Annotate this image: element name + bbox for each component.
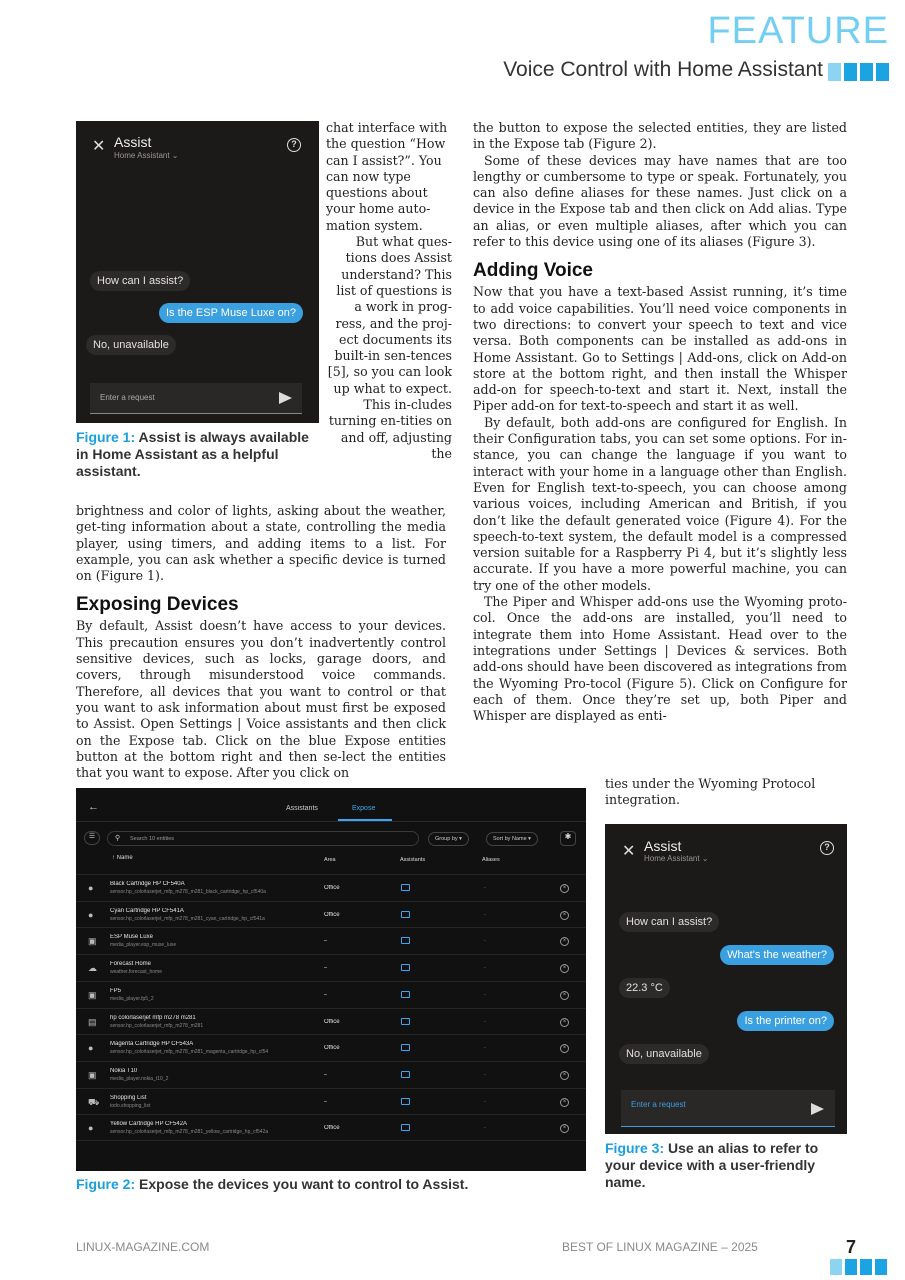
page-number: 7 bbox=[846, 1237, 857, 1257]
unexpose-close-icon[interactable]: × bbox=[560, 1071, 569, 1080]
assistant-message: 22.3 °C bbox=[619, 978, 670, 998]
header-bars bbox=[828, 63, 889, 81]
entity-name: Nokia T10 bbox=[110, 1067, 138, 1074]
unexpose-close-icon[interactable]: × bbox=[560, 937, 569, 946]
aliases-empty: - bbox=[484, 1098, 486, 1105]
assistant-chat-icon[interactable] bbox=[401, 884, 410, 891]
entity-name: Black Cartridge HP CF540A bbox=[110, 881, 185, 887]
assistant-message: How can I assist? bbox=[90, 271, 190, 291]
assistant-chat-icon[interactable] bbox=[401, 991, 410, 998]
left-text-column: brightness and color of lights, asking about the weather, get-ting information about a state, controlling the media player, using timers, and adding items to a list. For example, you can ask whether a specific device is turned on (Figure 1). Exposing Devices By default, Assist doesn’t have access to your devices. This precaution ensures you don’t inadvertently control sensitive devices, such as locks, garage doors, and covers, through misunderstood voice commands. Therefore, all devices that you want to control or that you want to ask information about must first be exposed to Assist. Open Settings | Voice assistants and then click on the Expose tab. Click on the blue Expose entities button at the bottom right and then se-lect the entities that you want to expose. After you click on bbox=[76, 503, 446, 781]
entity-area: Office bbox=[324, 1125, 340, 1132]
footer-website: LINUX-MAGAZINE.COM bbox=[76, 1240, 210, 1254]
entity-icon: ● bbox=[88, 909, 94, 920]
unexpose-close-icon[interactable]: × bbox=[560, 1044, 569, 1053]
aliases-empty: - bbox=[484, 1125, 486, 1132]
table-row[interactable] bbox=[76, 1088, 586, 1115]
unexpose-close-icon[interactable]: × bbox=[560, 1098, 569, 1107]
entity-area: Office bbox=[324, 885, 340, 891]
assistant-message: How can I assist? bbox=[619, 912, 719, 932]
aliases-empty: - bbox=[484, 1018, 486, 1025]
entity-name: hp colorlaserjet mfp m278 m281 bbox=[110, 1014, 196, 1021]
table-row[interactable] bbox=[76, 1061, 586, 1088]
entity-id: sensor.hp_colorlaserjet_mfp_m278_m281_cyan_cartridge_hp_cf541a bbox=[110, 915, 265, 922]
table-row[interactable] bbox=[76, 981, 586, 1008]
search-input[interactable]: ⚲ Search 10 entities bbox=[107, 831, 419, 846]
sort-by-dropdown[interactable]: Sort by Name ▾ bbox=[486, 832, 538, 846]
assistant-chat-icon[interactable] bbox=[401, 911, 410, 918]
entity-id: weather.forecast_home bbox=[110, 969, 162, 976]
entity-icon: ▣ bbox=[88, 936, 97, 947]
figure-1-caption: Figure 1: Assist is always available in Home Assistant as a helpful assistant. bbox=[76, 429, 309, 479]
entity-icon: ▣ bbox=[88, 989, 97, 1000]
assistant-message: No, unavailable bbox=[86, 335, 176, 355]
narrow-text-column: chat interface with the question “How can I assist?”. You can now type questions about your home auto-mation system. But what ques-tions does Assist understand? This list of questions is a work in prog-ress, and the proj-ect documents its built-in sen-tences [5], so you can look up what to expect. This in-cludes turning en-tities on and off, adjusting the bbox=[326, 120, 452, 461]
table-row[interactable] bbox=[76, 874, 586, 901]
heading-exposing-devices: Exposing Devices bbox=[76, 594, 239, 616]
entity-icon: ● bbox=[88, 1123, 94, 1134]
user-message: Is the ESP Muse Luxe on? bbox=[159, 303, 303, 323]
unexpose-close-icon[interactable]: × bbox=[560, 884, 569, 893]
settings-gear-icon[interactable]: ✱ bbox=[560, 831, 576, 846]
entity-icon: ⛟ bbox=[88, 1096, 100, 1107]
close-icon[interactable]: ✕ bbox=[92, 138, 106, 155]
assistant-chat-icon[interactable] bbox=[401, 1071, 410, 1078]
entity-id: sensor.hp_colorlaserjet_mfp_m278_m281_yellow_cartridge_hp_cf542a bbox=[110, 1129, 269, 1136]
entity-name: Yellow Cartridge HP CF542A bbox=[110, 1121, 188, 1128]
section-title: FEATURE bbox=[707, 10, 889, 52]
figure-3-assist-panel bbox=[605, 824, 847, 1134]
table-row[interactable] bbox=[76, 927, 586, 954]
send-icon[interactable] bbox=[279, 392, 292, 404]
send-icon[interactable] bbox=[811, 1103, 824, 1115]
right-text-tail: ties under the Wyoming Protocol integration. bbox=[605, 776, 816, 808]
entity-icon: ● bbox=[88, 883, 94, 893]
filter-icon[interactable]: ☰ bbox=[84, 831, 100, 845]
help-icon[interactable]: ? bbox=[287, 138, 301, 152]
back-arrow-icon[interactable]: ← bbox=[88, 801, 99, 813]
entity-id: media_player.esp_muse_luxe bbox=[110, 942, 177, 949]
right-text-column: the button to expose the selected entities, they are listed in the Expose tab (Figure 2). Some of these devices may have names that are too lengthy or cumbersome to type or speak. Fortunately, you can also define aliases for these names. Just click on a device in the Expose tab and then click on Add alias. Type an alias, or even multiple aliases, after which you can refer to this device using one of its aliases (Figure 3). Adding Voice Now that you have a text-based Assist running, it’s time to add voice capabilities. You’ll need voice components in two directions: to convert your speech to text and vice versa. Both components can be installed as add-ons in Home Assistant. Go to Settings | Add-ons, click on Add-on store at the bottom right, and then install the Whisper add-on for speech-to-text and start it. Next, install the Piper add-on for text-to-speech and start it as well. By default, both add-ons are configured for English. In their Configuration tabs, you can set some options. For in-stance, you can change the language if you want to interact with your home in a language other than English. Even for English text-to-speech, you can choose among various voices, including American and British, if you don’t like the default generated voice (Figure 4). For the speech-to-text system, the default model is a compressed version suitable for a Raspberry Pi 4, but it’s slightly less accurate. If you have a more powerful machine, you can try one of the other models. The Piper and Whisper add-ons use the Wyoming proto-col. Once the add-ons are installed, you’ll need to integrate them into Home Assistant. Head over to the integrations under Settings | Devices & services. Both add-ons should have been discovered as integrations from the Wyoming Pro-tocol (Figure 5). Click on Configure for each of them. Once they’re set up, both Piper and Whisper are displayed as enti- bbox=[473, 120, 847, 724]
entity-area: – bbox=[324, 1071, 328, 1078]
close-icon[interactable]: ✕ bbox=[622, 843, 636, 860]
heading-adding-voice: Adding Voice bbox=[473, 260, 593, 282]
entity-id: todo.shopping_list bbox=[110, 1102, 151, 1109]
tab-expose[interactable]: Expose bbox=[352, 805, 376, 812]
group-by-dropdown[interactable]: Group by ▾ bbox=[428, 832, 469, 846]
entity-name: Shopping List bbox=[110, 1094, 147, 1101]
entity-area: – bbox=[324, 1098, 328, 1105]
entity-id: sensor.hp_colorlaserjet_mfp_m278_m281 bbox=[110, 1022, 204, 1029]
aliases-empty: - bbox=[484, 991, 486, 998]
aliases-empty: - bbox=[484, 965, 486, 972]
aliases-empty: - bbox=[484, 1045, 486, 1052]
entity-area: Office bbox=[324, 1018, 340, 1025]
assistant-chat-icon[interactable] bbox=[401, 1044, 410, 1051]
assistant-chat-icon[interactable] bbox=[401, 964, 410, 971]
entity-icon: ● bbox=[88, 1043, 94, 1054]
search-icon: ⚲ bbox=[115, 835, 121, 842]
figure-2-caption: Figure 2: Expose the devices you want to control to Assist. bbox=[76, 1176, 469, 1192]
table-row[interactable] bbox=[76, 954, 586, 981]
user-message: Is the printer on? bbox=[737, 1011, 834, 1031]
entity-area: Office bbox=[324, 1045, 340, 1052]
assistant-chat-icon[interactable] bbox=[401, 1098, 410, 1105]
entity-id: media_player.nokia_t10_2 bbox=[110, 1075, 169, 1082]
aliases-empty: - bbox=[484, 885, 486, 891]
column-header-area[interactable]: Area bbox=[324, 857, 336, 863]
entity-id: sensor.hp_colorlaserjet_mfp_m278_m281_magenta_cartridge_hp_cf54 bbox=[110, 1049, 269, 1056]
user-message: What's the weather? bbox=[720, 945, 834, 965]
column-header-assistants[interactable]: Assistants bbox=[400, 857, 426, 863]
article-title: Voice Control with Home Assistant bbox=[503, 58, 823, 81]
tab-assistants[interactable]: Assistants bbox=[286, 805, 318, 812]
request-input[interactable]: Enter a request bbox=[621, 1090, 835, 1127]
entity-icon: ▣ bbox=[88, 1069, 97, 1080]
entity-area: Office bbox=[324, 911, 340, 918]
table-row[interactable] bbox=[76, 1114, 586, 1141]
entity-name: ESP Muse Luxe bbox=[110, 934, 153, 941]
table-row[interactable] bbox=[76, 1008, 586, 1035]
entity-icon: ☁ bbox=[88, 963, 97, 974]
column-header-name[interactable]: ↑ Name bbox=[112, 855, 133, 861]
entity-icon: ▤ bbox=[88, 1016, 97, 1027]
assistant-message: No, unavailable bbox=[619, 1044, 709, 1064]
entity-name: Forecast Home bbox=[110, 961, 152, 968]
unexpose-close-icon[interactable]: × bbox=[560, 964, 569, 973]
aliases-empty: - bbox=[484, 911, 486, 918]
unexpose-close-icon[interactable]: × bbox=[560, 991, 569, 1000]
table-row[interactable] bbox=[76, 901, 586, 928]
entity-name: Cyan Cartridge HP CF541A bbox=[110, 907, 184, 914]
entity-id: sensor.hp_colorlaserjet_mfp_m278_m281_black_cartridge_hp_cf540a bbox=[110, 889, 266, 895]
assist-subtitle[interactable]: Home Assistant ⌄ bbox=[114, 151, 179, 160]
assist-title: Assist bbox=[644, 838, 682, 854]
help-icon[interactable]: ? bbox=[820, 841, 834, 855]
unexpose-close-icon[interactable]: × bbox=[560, 911, 569, 920]
entity-area: – bbox=[324, 938, 328, 945]
assistant-chat-icon[interactable] bbox=[401, 1018, 410, 1025]
aliases-empty: - bbox=[484, 938, 486, 945]
footer-bars bbox=[830, 1259, 887, 1275]
entity-area: – bbox=[324, 991, 328, 998]
request-input[interactable]: Enter a request bbox=[90, 383, 302, 414]
table-row[interactable] bbox=[76, 1034, 586, 1061]
unexpose-close-icon[interactable]: × bbox=[560, 1018, 569, 1027]
unexpose-close-icon[interactable]: × bbox=[560, 1124, 569, 1133]
entity-name: Magenta Cartridge HP CF543A bbox=[110, 1041, 194, 1048]
footer-issue: BEST OF LINUX MAGAZINE – 2025 bbox=[562, 1240, 758, 1254]
assistant-chat-icon[interactable] bbox=[401, 937, 410, 944]
figure-2-expose-table bbox=[76, 788, 586, 1171]
entity-area: – bbox=[324, 965, 328, 972]
entity-name: FP5 bbox=[110, 987, 122, 994]
figure-3-caption: Figure 3: Use an alias to refer to your device with a user-friendly name. bbox=[605, 1140, 819, 1190]
assistant-chat-icon[interactable] bbox=[401, 1124, 410, 1131]
assist-title: Assist bbox=[114, 134, 152, 150]
column-header-aliases[interactable]: Aliases bbox=[482, 857, 500, 863]
figure-1-assist-panel bbox=[76, 121, 319, 423]
entity-id: media_player.fp5_2 bbox=[110, 995, 154, 1002]
assist-subtitle[interactable]: Home Assistant ⌄ bbox=[644, 854, 709, 863]
aliases-empty: - bbox=[484, 1071, 486, 1078]
